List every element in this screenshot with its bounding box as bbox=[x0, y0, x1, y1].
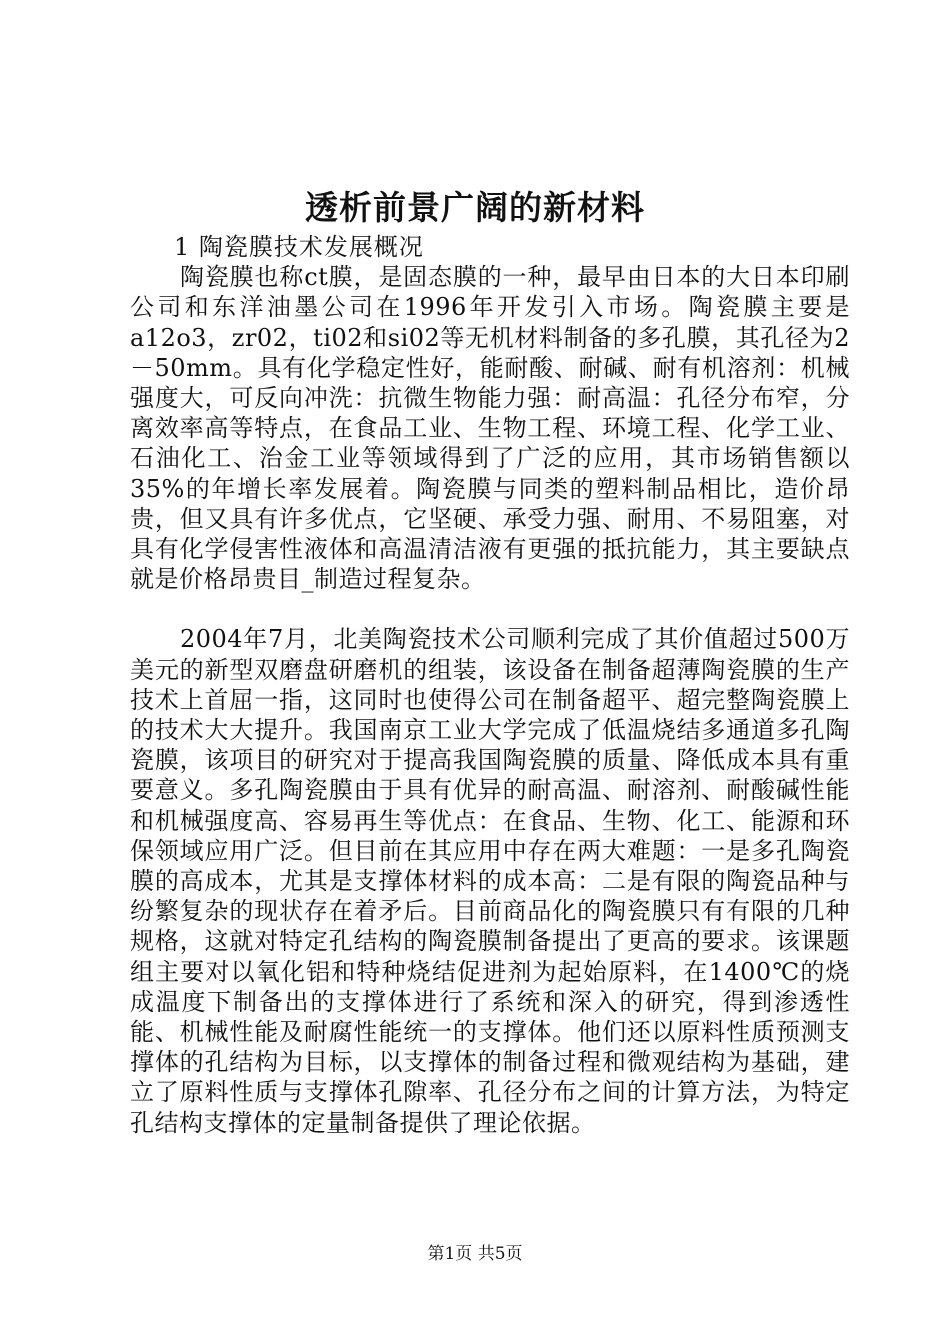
section-heading: 1 陶瓷膜技术发展概况 bbox=[174, 233, 424, 261]
paragraph-1: 陶瓷膜也称ct膜，是固态膜的一种，最早由日本的大日本印刷公司和东洋油墨公司在1996年开发引入市场。陶瓷膜主要是a12o3，zr02，ti02和si02等无机材料制备的多孔膜，其孔径为2－50mm。具有化学稳定性好，能耐酸、耐碱、耐有机溶剂：机械强度大，可反向冲洗：抗微生物能力强：耐高温：孔径分布窄，分离效率高等特点，在食品工业、生物工程、环境工程、化学工业、石油化工、治金工业等领域得到了广泛的应用，其市场销售额以35%的年增长率发展着。陶瓷膜与同类的塑料制品相比，造价昂贵，但又具有许多优点，它坚硬、承受力强、耐用、不易阻塞，对具有化学侵害性液体和高温清洁液有更强的抵抗能力，其主要缺点就是价格昂贵目_制造过程复杂。 bbox=[130, 263, 850, 594]
document-body bbox=[130, 232, 850, 1138]
page-footer: 第1页 共5页 bbox=[427, 1244, 523, 1264]
document-title: 透析前景广阔的新材料 bbox=[305, 188, 645, 227]
paragraph-2: 2004年7月，北美陶瓷技术公司顺利完成了其价值超过500万美元的新型双磨盘研磨机的组装，该设备在制备超薄陶瓷膜的生产技术上首屈一指，这同时也使得公司在制备超平、超完整陶瓷膜上的技术大大提升。我国南京工业大学完成了低温烧结多通道多孔陶瓷膜，该项目的研究对于提高我国陶瓷膜的质量、降低成本具有重要意义。多孔陶瓷膜由于具有优异的耐高温、耐溶剂、耐酸碱性能和机械强度高、容易再生等优点：在食品、生物、化工、能源和环保领域应用广泛。但目前在其应用中存在两大难题：一是多孔陶瓷膜的高成本，尤其是支撑体材料的成本高：二是有限的陶瓷品种与纷繁复杂的现状存在着矛后。目前商品化的陶瓷膜只有有限的几种规格，这就对特定孔结构的陶瓷膜制备提出了更高的要求。该课题组主要对以氧化铝和特种烧结促进剂为起始原料，在1400℃的烧成温度下制备出的支撑体进行了系统和深入的研究，得到渗透性能、机械性能及耐腐性能统一的支撑体。他们还以原料性质预测支撑体的孔结构为目标，以支撑体的制备过程和微观结构为基础，建立了原料性质与支撑体孔隙率、孔径分布之间的计算方法，为特定孔结构支撑体的定量制备提供了理论依据。 bbox=[130, 625, 850, 1137]
